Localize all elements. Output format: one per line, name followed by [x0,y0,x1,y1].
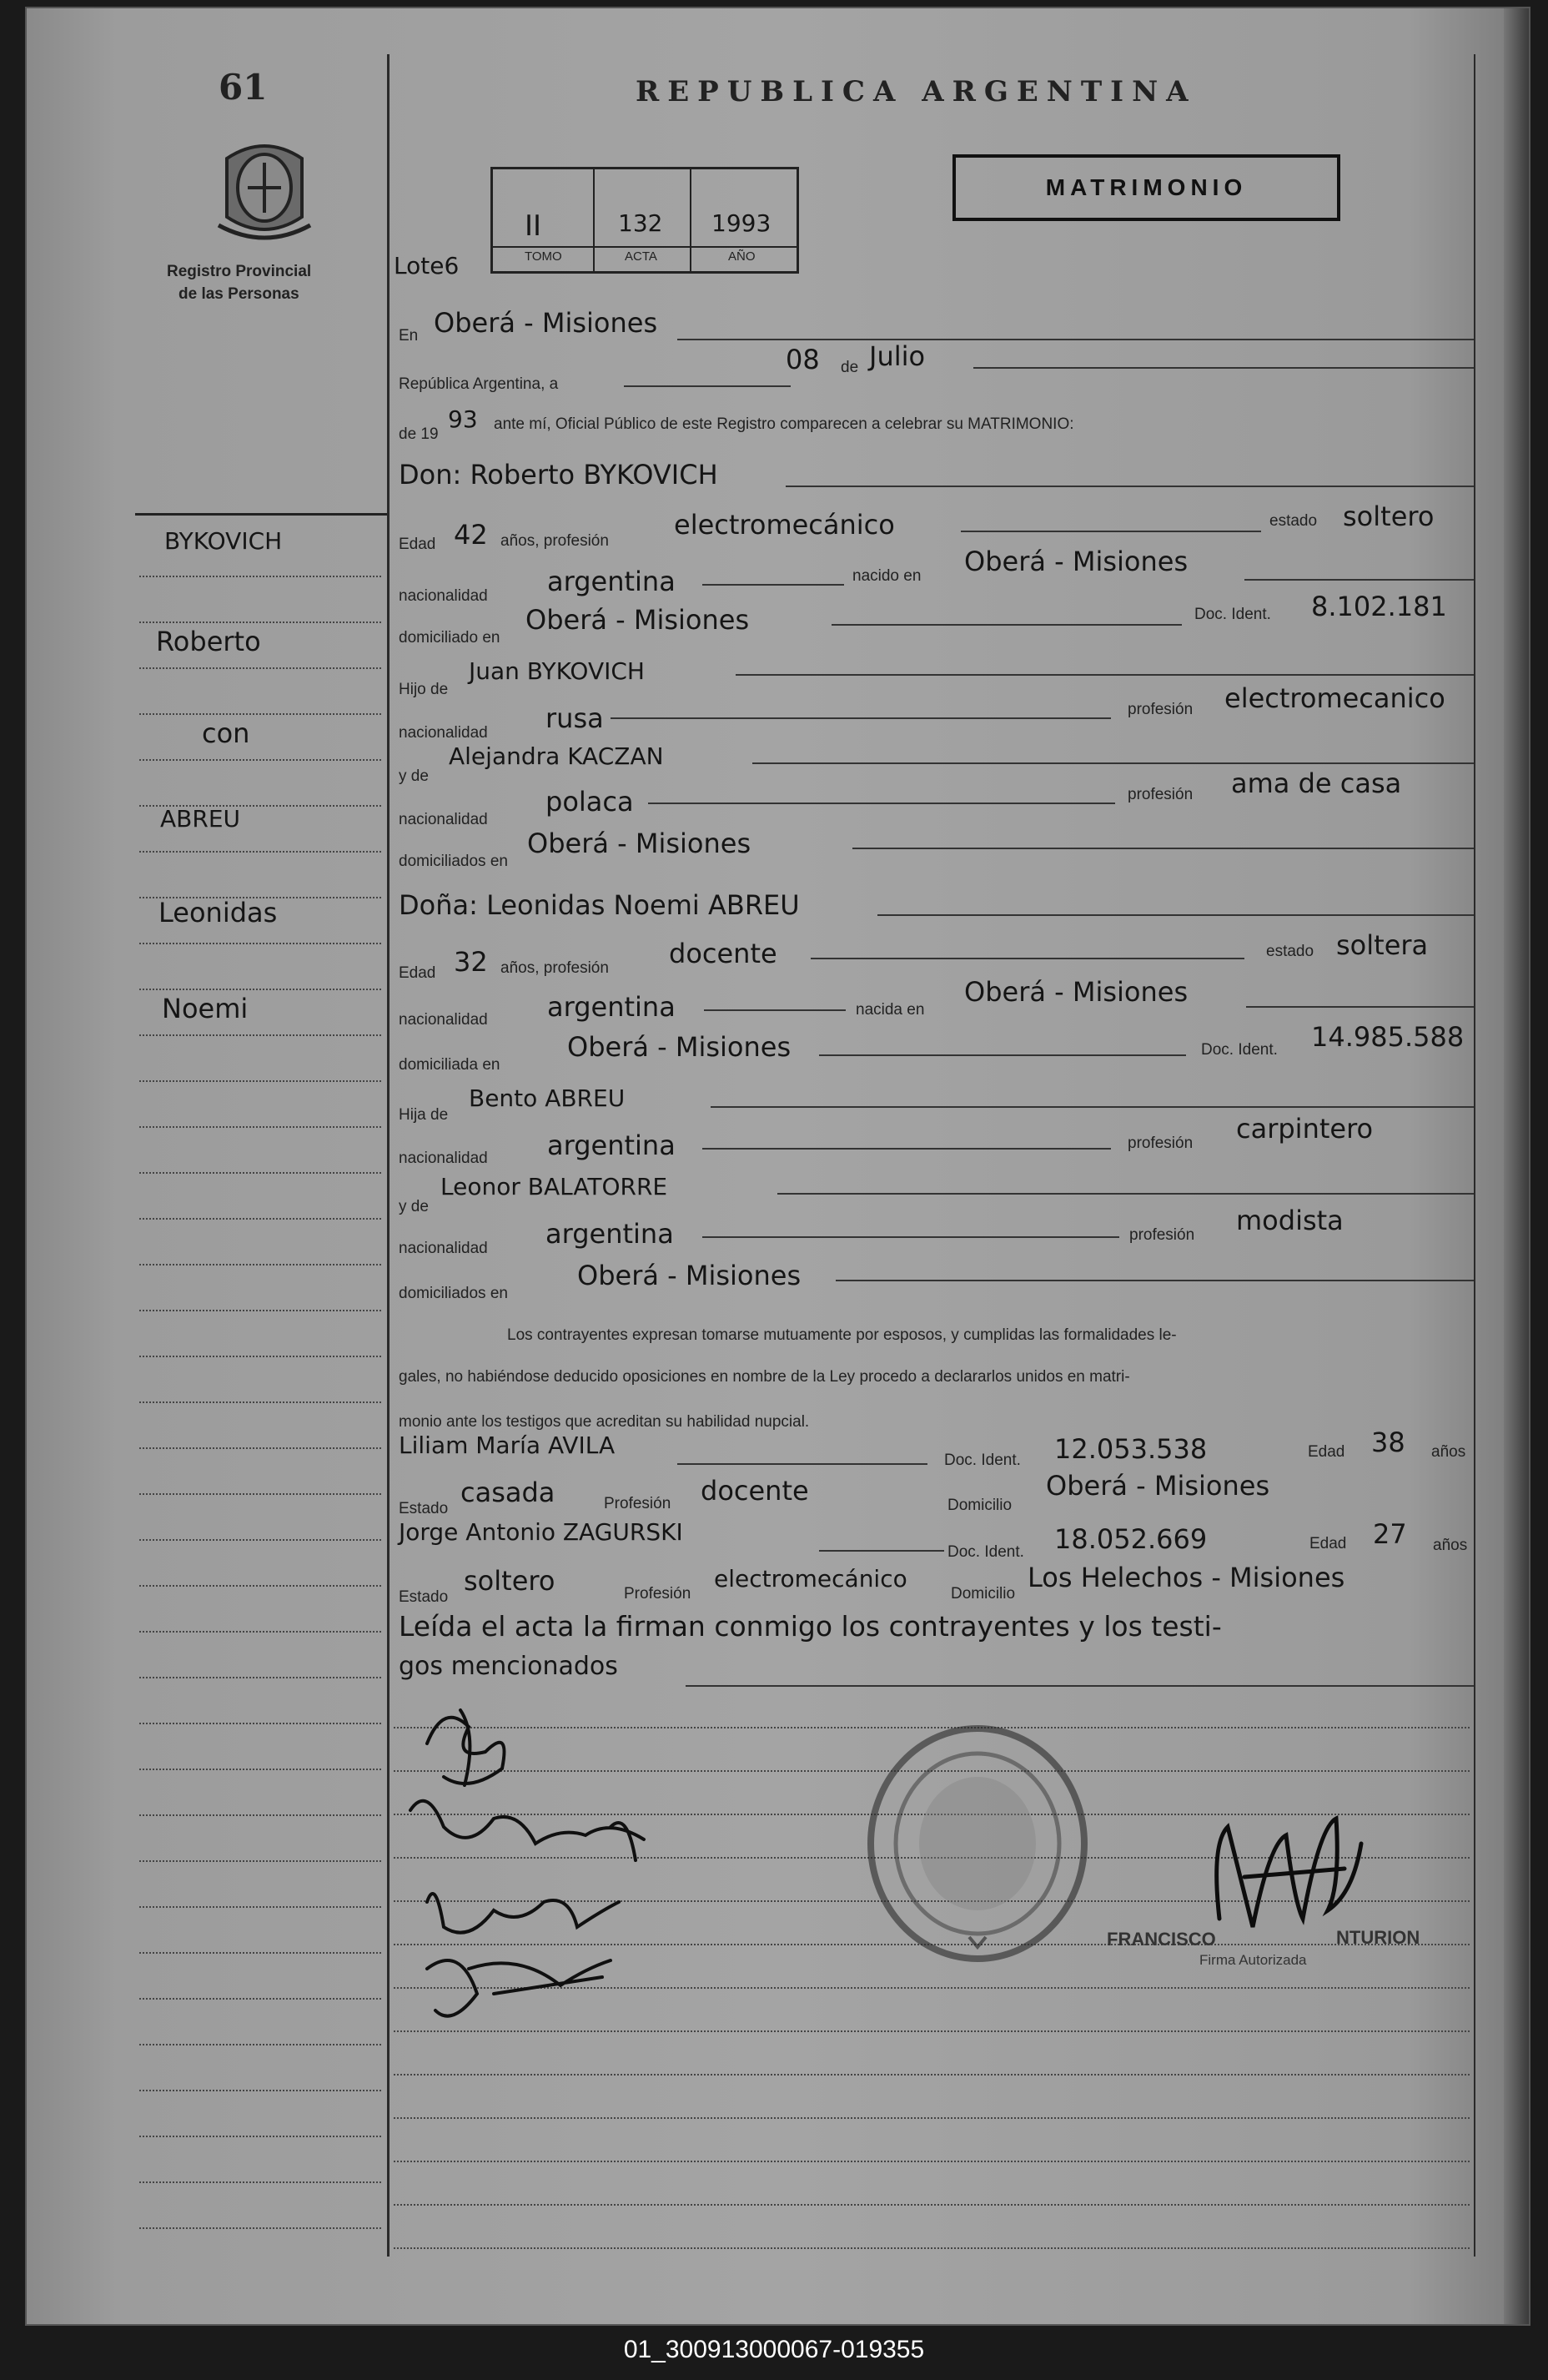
groom-padres-dom: Oberá - Misiones [527,828,751,859]
groom-madre: Alejandra KACZAN [449,742,664,770]
registry-name-line2: de las Personas [178,285,299,303]
date-de-label: de [841,359,859,376]
margin-rule [139,621,381,623]
groom-doc: 8.102.181 [1311,591,1447,622]
bride-nacida-label: nacida en [856,1001,925,1019]
margin-rule [139,2227,381,2229]
groom-nac-label: nacionalidad [399,587,488,605]
margin-rule [139,1906,381,1908]
witness2-anos-label: años [1433,1537,1468,1554]
witness2-doc-label: Doc. Ident. [947,1543,1024,1561]
margin-rule [139,1172,381,1174]
closing-line-2: gos mencionados [399,1652,618,1681]
margin-name-2: Roberto [156,626,261,657]
margin-rule [139,1034,381,1036]
official-name: FRANCISCO [1107,1929,1216,1950]
margin-name-6: Noemi [162,993,249,1024]
groom-estado: soltero [1343,501,1435,532]
date-month: Julio [869,340,926,372]
groom-padre-prof: electromecanico [1224,682,1445,714]
margin-rule [139,851,381,853]
bride-padre-nac: argentina [547,1130,676,1161]
margin-rule [139,576,381,577]
groom-name: Don: Roberto BYKOVICH [399,459,718,491]
body-rule [394,2161,1470,2162]
closing-line-1: Leída el acta la firman conmigo los contrayentes y los testi- [399,1610,1222,1643]
ano-label: AÑO [728,249,756,264]
witness1-estado: casada [460,1477,555,1508]
witness2-domicilio: Los Helechos - Misiones [1028,1562,1345,1593]
margin-rule [139,1585,381,1587]
witness2-prof-label: Profesión [624,1585,691,1603]
margin-rule [139,1447,381,1449]
country-heading: REPUBLICA ARGENTINA [636,75,1197,108]
tomo-label: TOMO [525,249,562,264]
witness1-anos-label: años [1431,1443,1466,1461]
margin-rule [139,1080,381,1082]
bride-profesion: docente [669,938,777,969]
bride-padres-dom: Oberá - Misiones [577,1260,802,1291]
place-value: Oberá - Misiones [434,307,658,339]
margin-rule [139,943,381,944]
bride-doc-label: Doc. Ident. [1201,1041,1278,1059]
groom-yde-label: y de [399,767,429,785]
margin-rule [139,1998,381,2000]
margin-name-5: Leonidas [158,897,278,928]
witness2-edad: 27 [1373,1518,1407,1550]
witness2-dom-label: Domicilio [951,1585,1016,1603]
witness2-estado-label: Estado [399,1588,449,1606]
groom-padre-prof-label: profesión [1128,701,1194,718]
groom-edad-label: Edad [399,536,436,553]
acta-value: 132 [618,209,663,237]
bride-yde-label: y de [399,1198,429,1215]
image-identifier: 01_300913000067-019355 [623,2336,925,2363]
groom-hijo-label: Hijo de [399,681,449,698]
bride-dom-label: domiciliada en [399,1056,500,1074]
witness1-prof-label: Profesión [604,1495,671,1512]
declaration-line-1: Los contrayentes expresan tomarse mutuamente por esposos, y cumplidas las formalidades le- [507,1326,1177,1344]
margin-rule [139,1814,381,1816]
date-day: 08 [786,344,820,375]
margin-rule [139,1218,381,1220]
groom-domicilio: Oberá - Misiones [525,604,750,636]
right-border [1474,54,1475,2257]
year-suffix: 93 [448,405,478,433]
declaration-line-2: gales, no habiéndose deducido oposiciones en nombre de la Ley procedo a declararlos unidos en matri- [399,1368,1130,1386]
margin-rule [139,1723,381,1724]
rep-label: República Argentina, a [399,375,559,393]
bride-edad-label: Edad [399,964,436,982]
bride-madre: Leonor BALATORRE [440,1173,668,1200]
witness1-dom-label: Domicilio [947,1497,1013,1514]
page-edge [1504,8,1529,2324]
witness1-doc: 12.053.538 [1054,1433,1208,1465]
bride-hija-label: Hija de [399,1106,449,1124]
bride-padre-prof: carpintero [1236,1113,1374,1145]
margin-rule [139,1356,381,1357]
bride-madre-prof: modista [1236,1205,1344,1236]
margin-rule [139,713,381,715]
official-seal-stamp [852,1718,1103,1969]
official-title: Firma Autorizada [1199,1952,1307,1968]
bride-estado-label: estado [1266,943,1314,960]
bride-padre-nac-label: nacionalidad [399,1150,488,1167]
page-number: 61 [219,67,268,108]
margin-rule [139,1952,381,1954]
registry-name-line1: Registro Provincial [167,263,312,280]
margin-rule [139,989,381,990]
bride-name: Doña: Leonidas Noemi ABREU [399,889,800,921]
bride-edad: 32 [454,946,488,978]
side-note: Lote6 [394,252,460,279]
ano-value: 1993 [711,209,771,237]
groom-doc-label: Doc. Ident. [1194,606,1271,623]
margin-top-rule [135,513,387,516]
margin-divider [387,54,390,2257]
groom-madre-nac-label: nacionalidad [399,811,488,828]
record-box [490,167,799,274]
groom-prof-label: años, profesión [500,532,609,550]
margin-rule [139,1264,381,1265]
bride-nacionalidad: argentina [547,991,676,1023]
groom-nacido: Oberá - Misiones [964,546,1189,577]
body-rule [394,2074,1470,2076]
groom-padre-nac-label: nacionalidad [399,724,488,742]
margin-rule [139,2044,381,2045]
bride-padres-dom-label: domiciliados en [399,1285,508,1302]
margin-name-1: BYKOVICH [164,527,283,555]
margin-rule [139,1677,381,1678]
groom-dom-label: domiciliado en [399,629,500,647]
bride-estado: soltera [1336,929,1429,961]
groom-madre-prof-label: profesión [1128,786,1194,803]
groom-madre-nac: polaca [545,786,634,818]
margin-rule [139,1860,381,1862]
margin-rule [139,1126,381,1128]
witness1-domicilio: Oberá - Misiones [1046,1470,1270,1502]
groom-nacido-label: nacido en [852,567,922,585]
margin-rule [139,667,381,669]
bride-madre-nac: argentina [545,1218,674,1250]
groom-padre: Juan BYKOVICH [469,657,645,685]
margin-rule [139,1310,381,1311]
groom-nacionalidad: argentina [547,566,676,597]
act-type-box [952,154,1340,221]
body-rule [394,2247,1470,2249]
groom-madre-prof: ama de casa [1231,767,1402,799]
intro-sentence: ante mí, Oficial Público de este Registro comparecen a celebrar su MATRIMONIO: [494,415,1074,433]
witness1-estado-label: Estado [399,1500,449,1517]
groom-profesion: electromecánico [674,509,895,541]
declaration-line-3: monio ante los testigos que acreditan su habilidad nupcial. [399,1413,810,1431]
margin-rule [139,2136,381,2137]
en-label: En [399,327,419,345]
witness2-profesion: electromecánico [714,1565,907,1593]
body-rule [394,2204,1470,2206]
witness1-edad-label: Edad [1308,1443,1345,1461]
margin-rule [139,1539,381,1541]
groom-padre-nac: rusa [545,702,604,734]
signatures-witnesses [394,1693,711,2060]
margin-name-3: con [202,717,250,749]
margin-rule [139,2181,381,2183]
bride-domicilio: Oberá - Misiones [567,1031,792,1063]
margin-rule [139,2090,381,2091]
witness1-name: Liliam María AVILA [399,1432,616,1459]
bride-nacida: Oberá - Misiones [964,976,1189,1008]
bride-nac-label: nacionalidad [399,1011,488,1029]
margin-rule [139,1631,381,1633]
act-type-label: MATRIMONIO [1045,174,1248,200]
official-name-suffix: NTURION [1336,1927,1420,1948]
bride-padre-prof-label: profesión [1128,1135,1194,1152]
bride-prof-label: años, profesión [500,959,609,977]
groom-estado-label: estado [1269,512,1318,530]
margin-rule [139,1769,381,1770]
witness2-name: Jorge Antonio ZAGURSKI [399,1518,683,1546]
witness1-edad: 38 [1371,1426,1405,1458]
coat-of-arms-emblem [202,125,327,250]
margin-rule [139,759,381,761]
year-prefix: de 19 [399,425,439,443]
margin-rule [139,1493,381,1495]
acta-label: ACTA [625,249,657,264]
margin-name-4: ABREU [160,805,241,833]
margin-rule [139,1401,381,1403]
bride-doc: 14.985.588 [1311,1021,1465,1053]
witness2-doc: 18.052.669 [1054,1523,1208,1555]
witness1-doc-label: Doc. Ident. [944,1452,1021,1469]
body-rule [394,2117,1470,2119]
tomo-value: II [525,209,542,243]
bride-padre: Bento ABREU [469,1084,626,1112]
bride-madre-prof-label: profesión [1129,1226,1195,1244]
witness1-profesion: docente [701,1475,809,1507]
witness2-edad-label: Edad [1309,1535,1347,1552]
register-page [25,7,1530,2326]
witness2-estado: soltero [464,1565,555,1597]
groom-edad: 42 [454,519,488,551]
groom-padres-dom-label: domiciliados en [399,853,508,870]
bride-madre-nac-label: nacionalidad [399,1240,488,1257]
